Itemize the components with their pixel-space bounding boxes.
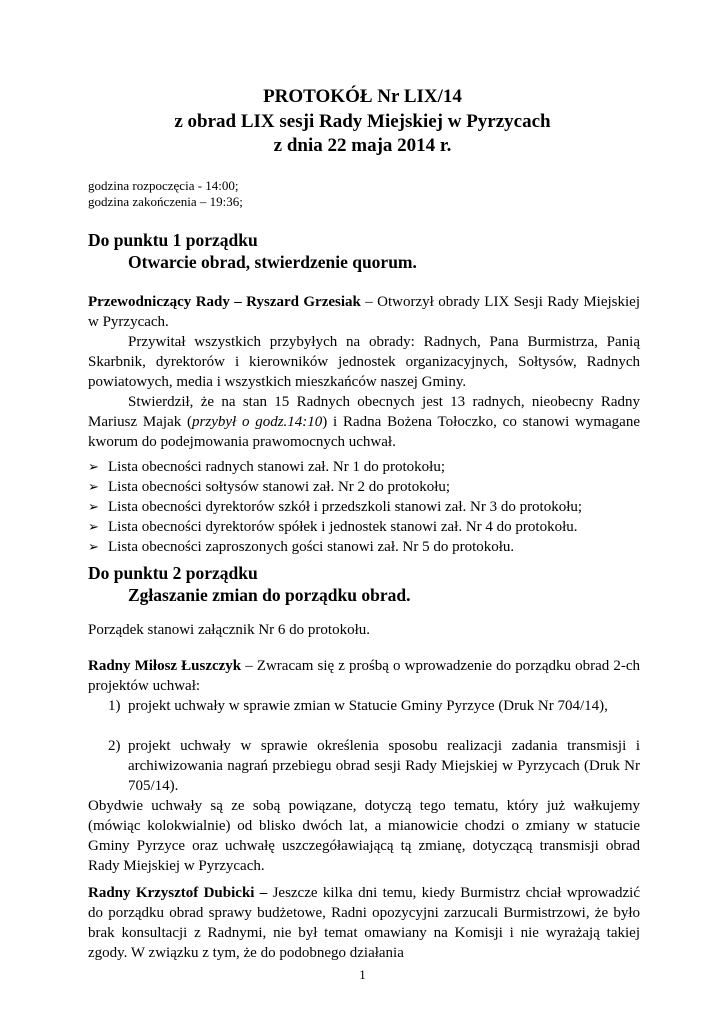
arrow-bullet-icon: ➢ [88,459,99,474]
session-date: z dnia 22 maja 2014 r. [273,135,452,156]
speaker-name: Radny Miłosz Łuszczyk [88,658,242,674]
item-text: projekt uchwały w sprawie zmian w Statucie Gminy Pyrzyce (Druk Nr 704/14), [128,698,608,714]
chairman-paragraph [88,292,640,332]
quorum-paragraph [88,392,640,452]
point1-heading: Do punktu 1 porządku [88,230,258,250]
end-time: godzina zakończenia – 19:36; [88,194,243,209]
start-time: godzina rozpoczęcia - 14:00; [88,178,239,193]
item-number: 1) [108,698,121,714]
list-item-text: Lista obecności sołtysów stanowi zał. Nr 2 do protokołu; [108,479,451,495]
arrow-bullet-icon: ➢ [88,479,99,494]
point2-heading: Do punktu 2 porządku [88,563,258,583]
speaker-name: Przewodniczący Rady – Ryszard Grzesiak [88,294,361,310]
paragraph-text: – Otworzył obrady LIX Sesji Rady Miejskiej w Pyrzycach. [88,294,640,330]
luszczyk-paragraph [88,656,640,696]
italic-note: przybył o godz.14:10 [192,414,323,430]
list-item-text: Lista obecności radnych stanowi zał. Nr 1 do protokołu; [108,459,446,475]
paragraph-text: – Zwracam się z prośbą o wprowadzenie do porządku obrad 2-ch projektów uchwał: [88,658,640,694]
item-number: 2) [108,738,121,754]
numbered-item [108,736,640,796]
list-item [88,517,582,537]
paragraph-text: Stwierdził, że na stan 15 Radnych obecnych jest 13 radnych, nieobecny Radny Mariusz Majak ( [88,394,640,430]
attendance-list [88,457,582,557]
dubicki-paragraph [88,883,640,963]
session-title: z obrad LIX sesji Rady Miejskiej w Pyrzycach [174,111,551,132]
speaker-name: Radny Krzysztof Dubicki – [88,885,268,901]
arrow-bullet-icon: ➢ [88,539,99,554]
arrow-bullet-icon: ➢ [88,519,99,534]
paragraph-text: Jeszcze kilka dni temu, kiedy Burmistrz chciał wprowadzić do porządku obrad sprawy budżetowe, Radni opozycyjni zarzucali Burmistrzowi, że było brak konsultacji z Radnymi, nie był temat omawiany na Komisji i nie wyrażają takiej zgody. W związku z tym, że do podobnego działania [88,885,641,961]
list-item [88,497,582,517]
list-item [88,457,582,477]
resolutions-paragraph: Obydwie uchwały są ze sobą powiązane, dotyczą tego tematu, który już wałkujemy (mówiąc kolokwialnie) od blisko dwóch lat, a mianowicie chodzi o zmiany w statucie Gminy Pyrzyce oraz uchwałę uszczegóławiającą tą zmianę, dotyczącą transmisji obrad Rady Miejskiej w Pyrzycach. [88,798,640,874]
list-item-text: Lista obecności zaproszonych gości stanowi zał. Nr 5 do protokołu. [108,539,515,555]
list-item [88,537,582,557]
paragraph-text: ) i Radna Bożena Tołoczko, co stanowi wymagane kworum do podejmowania prawomocnych uchwał. [88,414,640,450]
point1-subheading: Otwarcie obrad, stwierdzenie quorum. [128,252,417,272]
point2-subheading: Zgłaszanie zmian do porządku obrad. [128,585,411,605]
agenda-paragraph: Porządek stanowi załącznik Nr 6 do protokołu. [88,622,371,638]
numbered-item [108,696,640,716]
protocol-title: PROTOKÓŁ Nr LIX/14 [263,86,462,107]
list-item-text: Lista obecności dyrektorów szkół i przedszkoli stanowi zał. Nr 3 do protokołu; [108,499,583,515]
item-text: projekt uchwały w sprawie określenia sposobu realizacji zadania transmisji i archiwizowania nagrań przebiegu obrad sesji Rady Miejskiej w Pyrzycach (Druk Nr 705/14). [128,738,640,794]
greeting-paragraph: Przywitał wszystkich przybyłych na obrady: Radnych, Pana Burmistrza, Panią Skarbnik, dyrektorów i kierowników jednostek organizacyjnych, Sołtysów, Radnych powiatowych, media i wszystkich mieszkańców naszej Gminy. [88,334,640,390]
list-item [88,477,582,497]
list-item-text: Lista obecności dyrektorów spółek i jednostek stanowi zał. Nr 4 do protokołu. [108,519,578,535]
arrow-bullet-icon: ➢ [88,499,99,514]
page-number: 1 [359,967,366,982]
